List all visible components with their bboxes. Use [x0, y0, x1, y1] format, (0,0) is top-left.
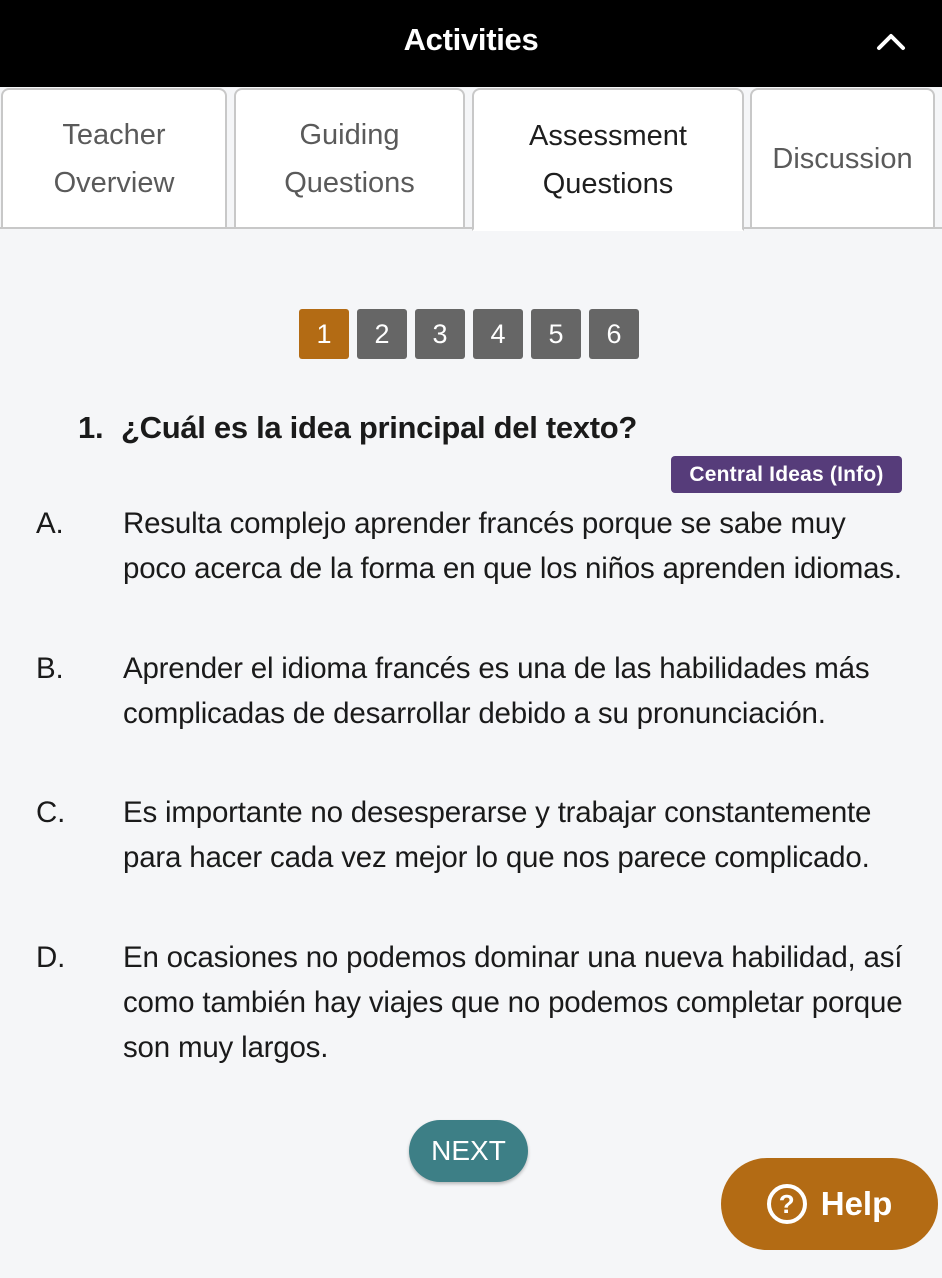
question-text: ¿Cuál es la idea principal del texto?	[121, 410, 638, 445]
help-button[interactable]	[721, 1158, 938, 1250]
tab-label-line1: Teacher	[62, 118, 166, 151]
tab-guiding-questions[interactable]	[234, 88, 465, 229]
option-letter: A.	[36, 507, 64, 540]
top-bar	[0, 0, 942, 87]
question-heading	[78, 410, 637, 446]
tab-label-line2: Overview	[53, 166, 175, 199]
option-letter: B.	[36, 652, 64, 685]
tab-label-line1: Assessment	[529, 119, 687, 152]
question-circle-icon: ?	[767, 1184, 807, 1224]
option-text: Es importante no desesperarse y trabajar constantemente para hacer cada vez mejor lo que nos parece complicado.	[123, 796, 872, 874]
activity-tabs	[0, 87, 942, 230]
tab-label-line1: Guiding	[299, 118, 400, 151]
tab-label-line1: Discussion	[772, 142, 913, 175]
standard-badge: Central Ideas (Info)	[671, 456, 902, 493]
answer-option-d[interactable]	[36, 935, 906, 1070]
tab-assessment-questions[interactable]	[472, 88, 744, 231]
activities-title: Activities	[403, 22, 539, 57]
answer-option-b[interactable]	[36, 646, 906, 736]
page-button-4[interactable]: 4	[473, 309, 523, 359]
page-button-5[interactable]: 5	[531, 309, 581, 359]
tab-discussion[interactable]	[750, 88, 935, 229]
option-letter: C.	[36, 796, 66, 829]
answer-option-c[interactable]	[36, 790, 906, 880]
answer-option-a[interactable]	[36, 501, 906, 591]
chevron-up-icon[interactable]	[871, 22, 911, 62]
option-text: Resulta complejo aprender francés porque se sabe muy poco acerca de la forma en que los niños aprenden idiomas.	[123, 507, 902, 585]
page-button-3[interactable]: 3	[415, 309, 465, 359]
question-number: 1.	[78, 410, 104, 445]
option-text: Aprender el idioma francés es una de las habilidades más complicadas de desarrollar debido a su pronunciación.	[123, 652, 870, 730]
page-button-2[interactable]: 2	[357, 309, 407, 359]
page-button-6[interactable]: 6	[589, 309, 639, 359]
tab-label-line2: Questions	[284, 166, 415, 199]
question-pagination	[299, 309, 639, 359]
tab-label-line2: Questions	[542, 167, 674, 200]
tab-teacher-overview[interactable]	[1, 88, 227, 229]
option-text: En ocasiones no podemos dominar una nueva habilidad, así como también hay viajes que no podemos completar porque son muy largos.	[123, 941, 903, 1064]
option-letter: D.	[36, 941, 66, 974]
page-button-1[interactable]: 1	[299, 309, 349, 359]
help-label: Help	[820, 1185, 893, 1222]
next-button[interactable]: NEXT	[409, 1120, 528, 1182]
